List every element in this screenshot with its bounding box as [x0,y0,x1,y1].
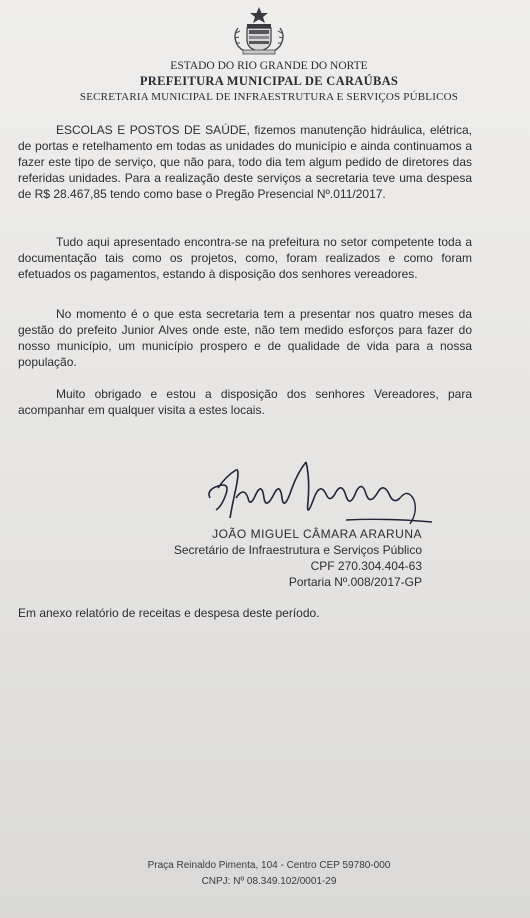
signatory-name: JOÃO MIGUEL CÂMARA ARARUNA [212,527,422,541]
body-paragraph: Muito obrigado e estou a disposição dos senhores Vereadores, para acompanhar em qualquer visita a estes locais. [18,387,472,417]
annex-note: Em anexo relatório de receitas e despesa deste período. [18,606,320,620]
handwritten-signature [196,458,436,538]
footer-cnpj: CNPJ: Nº 08.349.102/0001-29 [201,876,337,887]
signatory-portaria: Portaria Nº.008/2017-GP [288,575,422,589]
body-paragraph: No momento é o que esta secretaria tem a presentar nos quatro meses da gestão do prefeito Junior Alves onde este, não tem medido esforços para fazer do nosso município, um município prospero e de qualidade de vida para a nossa população. [18,307,472,369]
signatory-cpf: CPF 270.304.404-63 [310,559,422,573]
header-prefecture: PREFEITURA MUNICIPAL DE CARAÚBAS [139,74,399,88]
body-paragraph: ESCOLAS E POSTOS DE SAÚDE, fizemos manutenção hidráulica, elétrica, de portas e retelhamento em todas as unidades do município e ainda continuamos a fazer este tipo de serviço, que não para, todo dia tem algum pedido de diretores das referidas unidades. Para a realização deste serviços a secretaria teve uma despesa de R$ 28.467,85 tendo como base o Pregão Presencial Nº.011/2017. [18,123,472,201]
body-paragraph: Tudo aqui apresentado encontra-se na prefeitura no setor competente toda a documentação tais como os projetos, como, foram realizados e como foram efetuados os pagamentos, estando à disposição dos senhores vereadores. [18,235,472,281]
municipal-coat-of-arms-icon [228,6,290,56]
signatory-role: Secretário de Infraestrutura e Serviços Público [173,543,422,557]
footer-address: Praça Reinaldo Pimenta, 104 - Centro CEP 59780-000 [147,860,391,871]
header-secretariat: SECRETARIA MUNICIPAL DE INFRAESTRUTURA E SERVIÇOS PÚBLICOS [79,91,459,103]
header-state: ESTADO DO RIO GRANDE DO NORTE [170,60,368,72]
